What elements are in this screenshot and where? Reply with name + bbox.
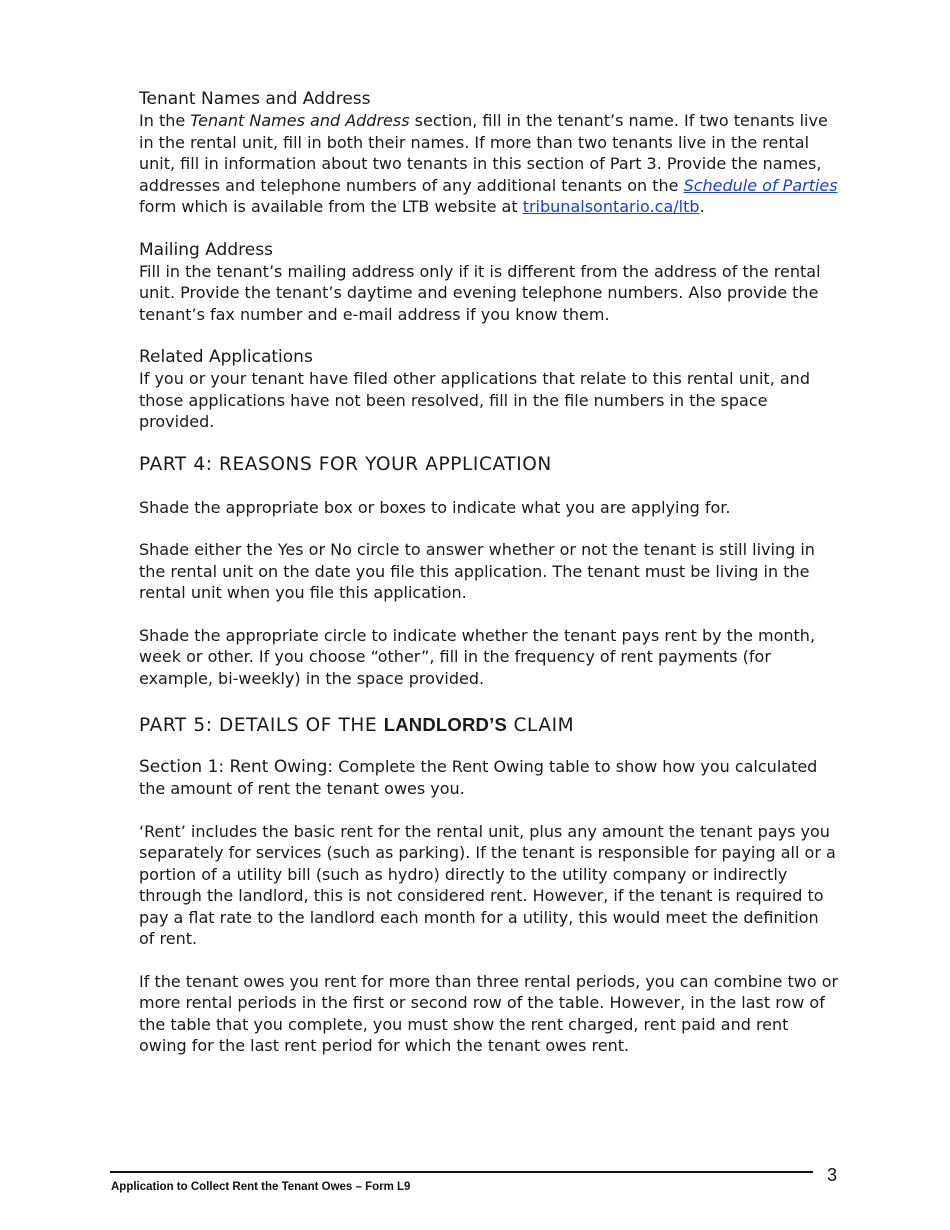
related-applications-paragraph: If you or your tenant have filed other applications that relate to this rental unit, and those applications have not been resolved, fill in the file numbers in the space provided. <box>139 369 810 431</box>
mailing-address-paragraph: Fill in the tenant’s mailing address only if it is different from the address of the rental unit. Provide the tenant’s daytime and evening telephone numbers. Also provide the tenant’s fax number and e-mail address if you know them. <box>139 261 821 324</box>
schedule-of-parties-link[interactable]: Schedule of Parties <box>683 175 838 195</box>
section-1-label: Section 1: Rent Owing: <box>139 757 334 777</box>
part-4-title: PART 4: REASONS FOR YOUR APPLICATION <box>139 453 552 475</box>
part-4-paragraph-3: Shade the appropriate circle to indicate whether the tenant pays rent by the month, week or other. If you choose “other”, fill in the frequency of rent payments (for example, bi-weekly) in the space provided. <box>139 625 816 688</box>
mailing-address-heading: Mailing Address <box>139 239 273 260</box>
rent-definition-paragraph: ‘Rent’ includes the basic rent for the rental unit, plus any amount the tenant pays you separately for services (such as parking). If the tenant is responsible for paying all or a portion of a utility bill (such as hydro) directly to the utility company or indirectly through the landlord, this is not considered rent. However, if the tenant is required to pay a flat rate to the landlord each month for a utility, this would meet the definition of rent. <box>139 821 836 948</box>
part-5-title: PART 5: DETAILS OF THE LANDLORD’S CLAIM <box>139 714 575 736</box>
footer-divider <box>110 1171 813 1173</box>
ltb-website-link[interactable]: tribunalsontario.ca/ltb <box>522 197 700 216</box>
section-1-paragraph: Section 1: Rent Owing: Complete the Rent Owing table to show how you calculated the amount of rent the tenant owes you. <box>139 757 818 798</box>
part-5-title-bold: LANDLORD’S <box>383 714 507 735</box>
tenant-names-heading: Tenant Names and Address <box>139 89 371 109</box>
related-applications-heading: Related Applications <box>139 347 313 367</box>
footer-form-title: Application to Collect Rent the Tenant Owes – Form L9 <box>111 1181 411 1193</box>
tenant-names-italic: Tenant Names and Address <box>190 111 410 130</box>
rental-periods-paragraph: If the tenant owes you rent for more than three rental periods, you can combine two or more rental periods in the first or second row of the table. However, in the last row of the table that you complete, you must show the rent charged, rent paid and rent owing for the last rent period for which the tenant owes rent. <box>139 971 839 1055</box>
tenant-names-paragraph: In the Tenant Names and Address section, fill in the tenant’s name. If two tenants live in the rental unit, fill in both their names. If more than two tenants live in the rental unit, fill in information about two tenants in this section of Part 3. Provide the names, addresses and telephone numbers of any additional tenants on the Schedule of Parties form which is available from the LTB website at tribunalsontario.ca/ltb. <box>139 111 838 216</box>
page-number: 3 <box>827 1165 838 1185</box>
document-body <box>139 88 839 1057</box>
part-4-paragraph-1: Shade the appropriate box or boxes to indicate what you are applying for. <box>139 497 731 517</box>
part-4-paragraph-2: Shade either the Yes or No circle to answer whether or not the tenant is still living in the rental unit on the date you file this application. The tenant must be living in the rental unit when you file this application. <box>139 540 815 602</box>
